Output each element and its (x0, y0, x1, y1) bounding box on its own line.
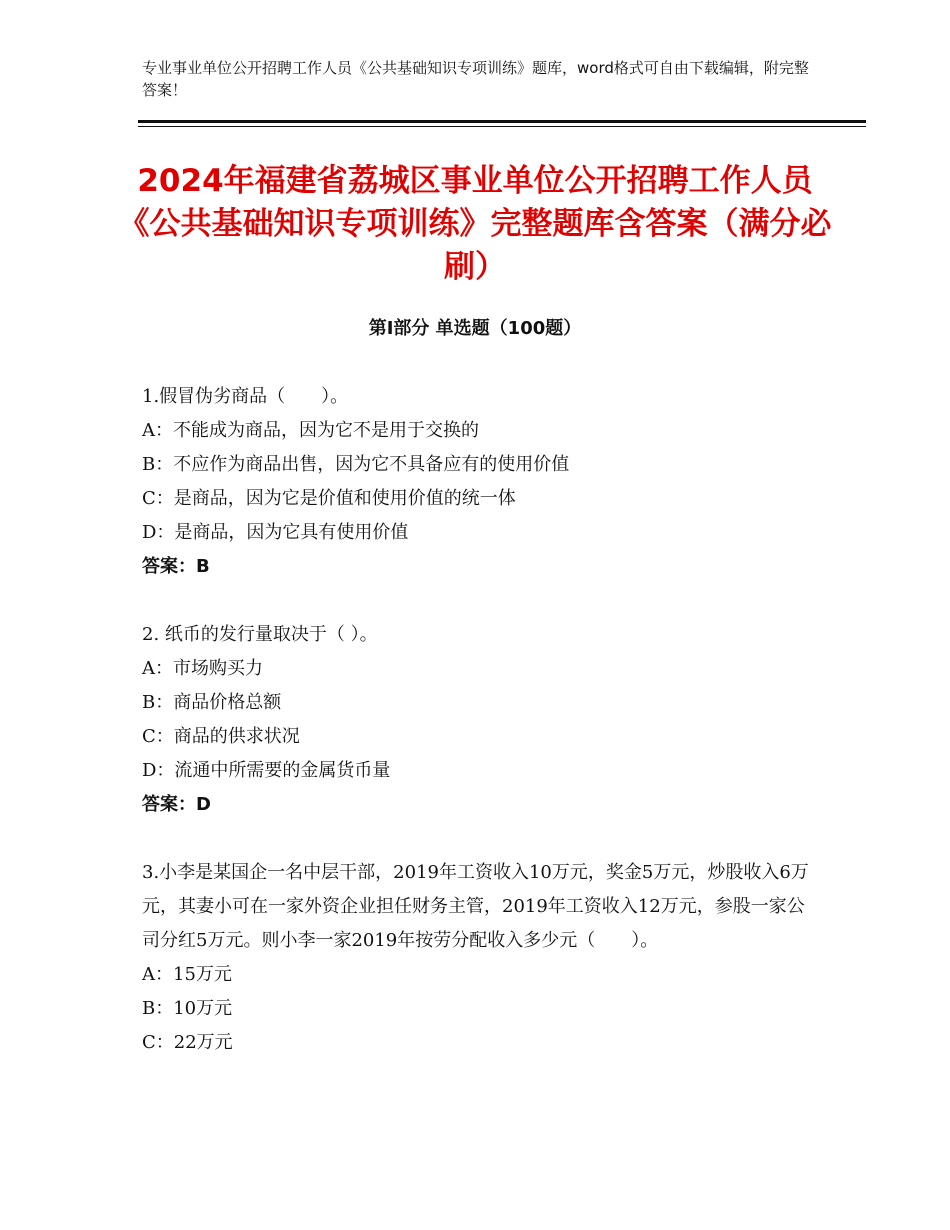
option-b: B：商品价格总额 (142, 692, 282, 713)
spacer (142, 584, 812, 618)
option-c: C：商品的供求状况 (142, 726, 300, 747)
question-list (142, 380, 812, 1060)
option-b: B：不应作为商品出售，因为它不具备应有的使用价值 (142, 454, 570, 475)
answer: 答案：D (142, 794, 211, 815)
spacer (142, 822, 812, 856)
option-a: A：不能成为商品，因为它不是用于交换的 (142, 420, 479, 441)
option-d: D：是商品，因为它具有使用价值 (142, 522, 409, 543)
option-a: A：市场购买力 (142, 658, 263, 679)
question-3 (142, 856, 812, 1060)
option-c: C：是商品，因为它是价值和使用价值的统一体 (142, 488, 516, 509)
option-a: A：15万元 (142, 964, 232, 985)
header-rule-thin (138, 126, 866, 127)
question-stem: 1.假冒伪劣商品（ ）。 (142, 386, 349, 407)
document-title: 2024年福建省荔城区事业单位公开招聘工作人员《公共基础知识专项训练》完整题库含答案（满分必刷） (118, 163, 832, 285)
question-2 (142, 618, 812, 822)
header-rule-thick (138, 120, 866, 123)
answer: 答案：B (142, 556, 210, 577)
question-1 (142, 380, 812, 584)
header-note: 专业事业单位公开招聘工作人员《公共基础知识专项训练》题库，word格式可自由下载编辑，附完整答案！ (142, 59, 809, 99)
option-c: C：22万元 (142, 1032, 233, 1053)
question-stem: 2. 纸币的发行量取决于（ ）。 (142, 624, 378, 645)
section-heading: 第Ⅰ部分 单选题（100题） (368, 318, 582, 339)
option-b: B：10万元 (142, 998, 233, 1019)
option-d: D：流通中所需要的金属货币量 (142, 760, 391, 781)
question-stem: 3.小李是某国企一名中层干部，2019年工资收入10万元，奖金5万元，炒股收入6万元，其妻小可在一家外资企业担任财务主管，2019年工资收入12万元，参股一家公司分红5万元。则小李一家2019年按劳分配收入多少元（ ）。 (142, 862, 809, 951)
